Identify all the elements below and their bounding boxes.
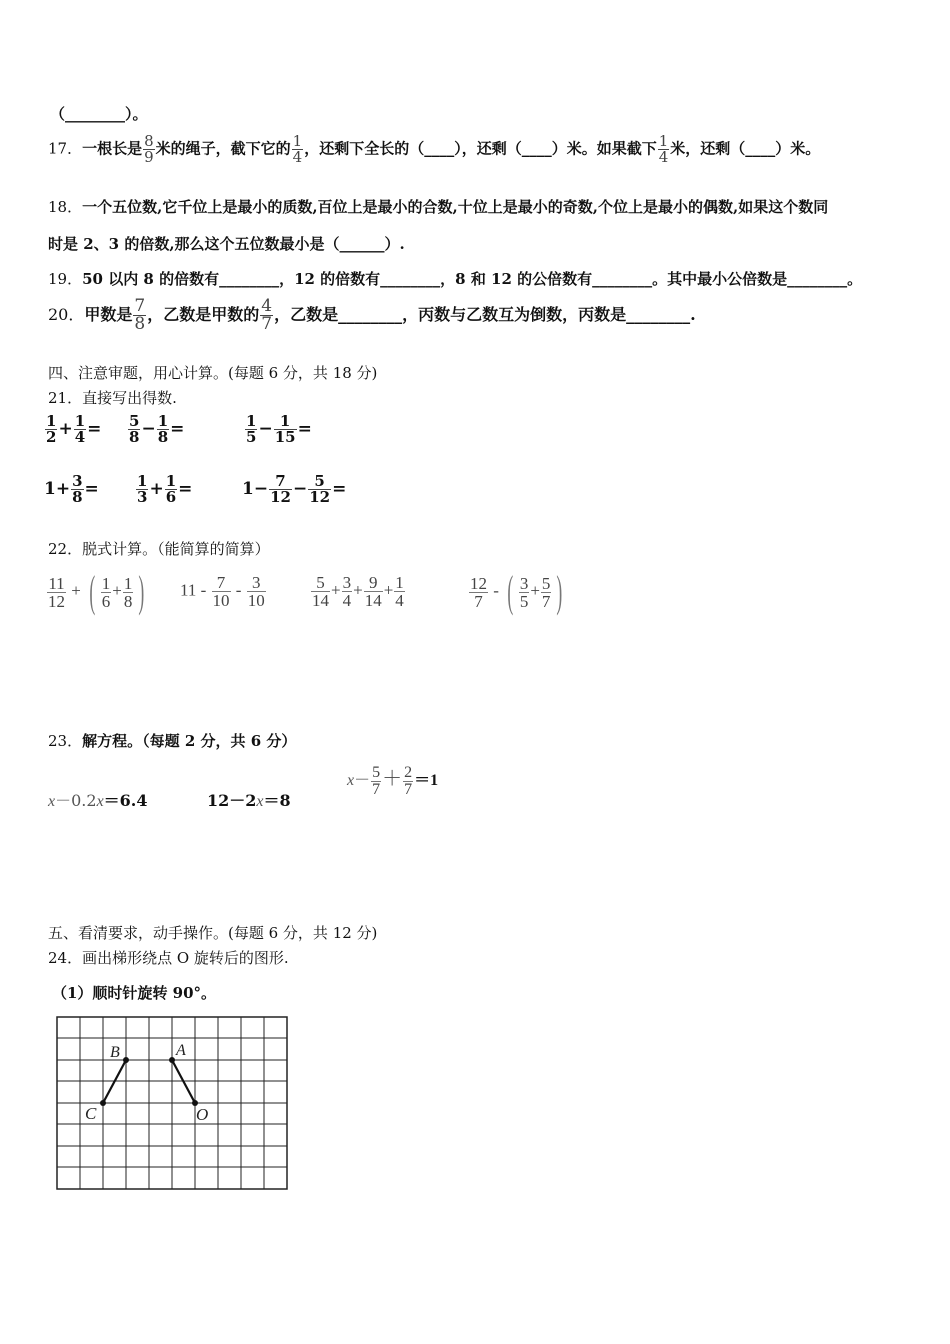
fraction: $\frac{3}{8}$ xyxy=(72,472,83,506)
calc-item-d: 1+ $\frac{3}{8}$ = xyxy=(44,472,99,506)
label-B: B xyxy=(110,1044,120,1061)
fraction-7-8: $\frac{7}{8}$ xyxy=(134,296,146,334)
point-A xyxy=(169,1057,175,1063)
fraction: $\frac{7}{12}$ xyxy=(270,472,291,506)
fraction-8-9: $\frac{8}{9}$ xyxy=(144,132,154,166)
question-24-title: 24．画出梯形绕点 O 旋转后的图形. xyxy=(48,949,289,967)
fraction: $\frac{5}{8}$ xyxy=(129,412,140,446)
question-23-title: 23．解方程。（每题 2 分，共 6 分） xyxy=(48,732,297,750)
fraction-1-4: $\frac{1}{4}$ xyxy=(292,132,303,166)
question-21-title: 21．直接写出得数. xyxy=(48,389,177,407)
expression-2: 11 - $\frac{7}{10}$ - $\frac{3}{10}$ xyxy=(180,573,265,610)
fraction: $\frac{1}{6}$ xyxy=(165,472,177,506)
right-paren: ) xyxy=(556,567,563,616)
left-paren: ( xyxy=(507,567,514,616)
fraction: $\frac{1}{8}$ xyxy=(123,573,133,611)
section-5-heading: 五、看清要求，动手操作。(每题 6 分，共 12 分) xyxy=(48,924,378,942)
fraction: $\frac{2}{7}$ xyxy=(404,763,413,798)
expression-4: $\frac{12}{7}$ - ( $\frac{3}{5}$ + $\frac{5}{7}$ ) xyxy=(470,567,563,616)
question-17: 17．一根长是 $\frac{8}{9}$ 米的绳子，截下它的 $\frac{1}{4}$ ，还剩下全长的（____），还剩（____）米。如果截下 $\frac{1}{4}$ 米，还剩（____）米。 xyxy=(48,132,821,166)
equation-1: x－0.2x＝6.4 xyxy=(48,791,148,810)
fraction: $\frac{9}{14}$ xyxy=(364,573,382,610)
fraction-1-4-b: $\frac{1}{4}$ xyxy=(658,132,669,166)
calc-item-f: 1− $\frac{7}{12}$ − $\frac{5}{12}$ = xyxy=(242,472,347,506)
fraction: $\frac{5}{7}$ xyxy=(541,573,551,611)
q24-subquestion-1: （1）顺时针旋转 90°。 xyxy=(52,984,217,1002)
fraction: $\frac{1}{5}$ xyxy=(246,412,257,446)
fraction: $\frac{3}{10}$ xyxy=(247,573,265,610)
fraction: $\frac{3}{4}$ xyxy=(342,573,352,610)
label-C: C xyxy=(85,1104,97,1123)
fraction-4-7: $\frac{4}{7}$ xyxy=(261,296,273,334)
question-19: 19．50 以内 8 的倍数有________，12 的倍数有________，8 和 12 的公倍数有________。其中最小公倍数是________。 xyxy=(48,270,863,288)
section-4-heading: 四、注意审题，用心计算。(每题 6 分，共 18 分) xyxy=(48,364,378,382)
expression-3: $\frac{5}{14}$ + $\frac{3}{4}$ + $\frac{9}{14}$ + $\frac{1}{4}$ xyxy=(312,573,404,610)
right-paren: ) xyxy=(138,567,145,616)
fraction: $\frac{7}{10}$ xyxy=(212,573,230,610)
fraction: $\frac{3}{5}$ xyxy=(519,573,529,611)
question-number: 21． xyxy=(48,389,83,407)
expression-1: $\frac{11}{12}$ + ( $\frac{1}{6}$ + $\frac{1}{8}$ ) xyxy=(48,567,145,616)
fraction: $\frac{1}{4}$ xyxy=(395,573,404,610)
fraction: $\frac{11}{12}$ xyxy=(48,573,65,611)
question-18-line2: 时是 2、3 的倍数,那么这个五位数最小是（______）. xyxy=(48,235,405,253)
calc-item-a: $\frac{1}{2}$ + $\frac{1}{4}$ = xyxy=(46,412,102,446)
q16-answer-blank: （________）。 xyxy=(50,105,148,123)
fraction: $\frac{1}{8}$ xyxy=(157,412,169,446)
label-A: A xyxy=(176,1042,186,1059)
fraction: $\frac{5}{14}$ xyxy=(312,573,329,610)
question-number: 24． xyxy=(48,949,83,967)
question-number: 20． xyxy=(48,305,85,324)
fraction: $\frac{1}{6}$ xyxy=(101,573,111,611)
fraction: $\frac{1}{4}$ xyxy=(74,412,86,446)
fraction: $\frac{1}{2}$ xyxy=(46,412,57,446)
fraction: $\frac{5}{12}$ xyxy=(309,472,331,506)
fraction: $\frac{12}{7}$ xyxy=(470,573,487,611)
question-20: 20．甲数是 $\frac{7}{8}$ ，乙数是甲数的 $\frac{4}{7}$ ，乙数是________，丙数与乙数互为倒数，丙数是________. xyxy=(48,296,696,334)
fraction: $\frac{1}{3}$ xyxy=(137,472,148,506)
calc-item-b: $\frac{5}{8}$ − $\frac{1}{8}$ = xyxy=(129,412,185,446)
question-number: 19． xyxy=(48,270,83,288)
grid-lines xyxy=(57,1017,287,1189)
question-22-title: 22．脱式计算。（能简算的简算） xyxy=(48,540,270,558)
calc-item-e: $\frac{1}{3}$ + $\frac{1}{6}$ = xyxy=(137,472,193,506)
grid-figure xyxy=(50,1010,290,1198)
calc-item-c: $\frac{1}{5}$ − $\frac{1}{15}$ = xyxy=(246,412,312,446)
label-O: O xyxy=(196,1105,209,1124)
point-C xyxy=(100,1100,106,1106)
question-number: 17． xyxy=(48,139,83,158)
left-paren: ( xyxy=(89,567,96,616)
question-number: 18． xyxy=(48,198,83,216)
equation-3: x－ $\frac{5}{7}$ ＋ $\frac{2}{7}$ ＝1 xyxy=(347,763,439,798)
point-B xyxy=(123,1057,129,1063)
trapezoid-grid xyxy=(50,1010,290,1194)
question-18: 18．一个五位数,它千位上是最小的质数,百位上是最小的合数,十位上是最小的奇数,个位上是最小的偶数,如果这个数同 xyxy=(48,198,829,216)
fraction: $\frac{5}{7}$ xyxy=(372,763,381,798)
question-number: 23． xyxy=(48,732,83,750)
fraction: $\frac{1}{15}$ xyxy=(274,412,296,446)
question-number: 22． xyxy=(48,540,83,558)
equation-2: 12－2x＝8 xyxy=(207,791,291,810)
